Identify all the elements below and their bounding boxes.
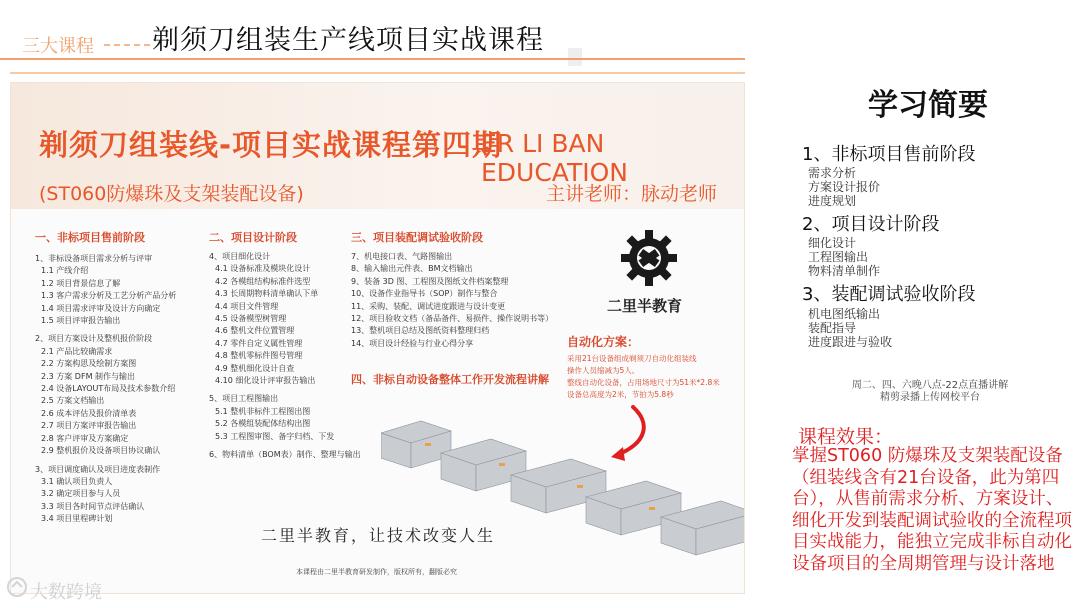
course-outline-item: 14、项目设计经验与行业心得分享 [351,338,474,348]
course-outline-item: 4.2 各模组结构标准件选型 [215,276,311,286]
stage-item: 进度跟进与验收 [808,335,893,349]
automation-line: 整线自动化设备，占用场地尺寸为51米*2.8米 [567,378,720,387]
course-outline-item: 8、输入输出元件表、BM文档输出 [351,264,473,274]
course-outline-item: 3.2 确定项目参与人员 [41,489,121,499]
stage-item: 工程图输出 [808,250,869,264]
course-outline-item: 12、项目验收文档（备品备件、易损件、操作说明书等） [351,314,554,324]
poster-logo-text: 二里半教育 [607,297,683,315]
col3-list [351,251,553,350]
course-outline-item: 5.1 整机非标件工程图出图 [215,406,311,416]
course-outline-item: 9、装备 3D 图、工程图及图纸文件档案整理 [351,276,509,286]
watermark-logo-icon [6,576,28,598]
stage-item: 机电图纸输出 [808,307,881,321]
course-outline-item: 2.7 项目方案评审报告输出 [41,421,137,431]
course-outline-item: 4、项目细化设计 [209,252,271,261]
col4-heading: 四、非标自动设备整体工作开发流程讲解 [351,373,549,386]
course-outline-item: 3、项目调度确认及项目进度表制作 [35,464,161,474]
stage-1-label: 1、非标项目售前阶段 [802,144,976,165]
course-outline-item: 2.3 方案 DFM 制作与输出 [41,371,136,381]
course-outline-item: 11、采购、装配、调试进度跟进与设计变更 [351,301,506,311]
course-outline-item: 5.3 工程图审图、备字归档、下发 [215,431,335,441]
stage-item: 物料清单制作 [808,264,881,278]
stage-2-items [808,236,880,278]
course-outline-item: 4.5 设备模型树管理 [215,314,287,324]
summary-title: 学习简要 [868,88,988,123]
effect-body: 掌握ST060 防爆珠及支架装配设备（组装线含有21台设备，此为第四台），从售前需求分析、方案设计、细化开发到装配调试验收的全流程项目实战能力，能独立完成非标自动化设备项目的全周期管理与设计落地 [792,446,1072,574]
poster-footnote: 本课程由二里半教育研发制作，版权所有，翻版必究 [296,568,457,576]
col2-heading: 二、项目设计阶段 [209,231,297,244]
stage-item: 方案设计报价 [808,180,881,194]
poster-brand: ER LI BAN EDUCATION [481,129,628,187]
course-outline-item: 4.3 长周期物料清单确认下单 [215,289,319,299]
course-outline-item: 3.3 项目各时间节点评估确认 [41,501,145,511]
stage-3-label: 3、装配调试验收阶段 [802,284,976,305]
poster-subtitle: (ST060防爆珠及支架装配设备) [39,183,304,205]
crumb-divider [104,44,150,46]
stage-item: 需求分析 [808,166,857,180]
course-outline-item: 3.4 项目里程碑计划 [41,514,113,524]
course-outline-item: 5、项目工程图输出 [209,394,279,404]
course-outline-item: 2.6 成本评估及报价清单表 [41,408,137,418]
course-outline-item: 2.4 设备LAYOUT布局及技术参数介绍 [41,384,176,394]
stage-2-label: 2、项目设计阶段 [802,214,940,235]
course-outline-item: 4.4 项目文件管理 [215,301,279,311]
section-crumb: 三大课程 [22,36,94,57]
automation-line: 设备总高度为2米，节拍为5.8秒 [567,390,674,399]
schedule-line: 精剪录播上传网校平台 [880,392,980,403]
course-outline-item: 2、项目方案设计及整机报价阶段 [35,334,153,344]
col1-heading: 一、非标项目售前阶段 [35,231,145,244]
col2-list [209,251,361,462]
course-outline-item: 6、物料清单（BOM表）制作、整理与输出 [209,450,361,460]
course-outline-item: 4.1 设备标准及模块化设计 [215,264,311,274]
course-outline-item: 10、设备作业指导书（SOP）制作与整合 [351,289,498,299]
course-outline-item: 4.8 整机零标件图号管理 [215,351,303,361]
decorative-box [568,48,582,66]
course-outline-item: 2.8 客户评审及方案确定 [41,433,129,443]
schedule-line: 周二、四、六晚八点-22点直播讲解 [851,380,1009,391]
col1-list [35,253,176,526]
course-outline-item: 7、机电接口表、气路图输出 [351,252,453,261]
poster-teacher: 主讲老师：脉动老师 [546,183,718,205]
course-outline-item: 2.9 整机报价及设备项目协议确认 [41,446,161,456]
course-outline-item: 1.2 项目背景信息了解 [41,278,121,288]
course-outline-item: 3.1 确认项目负责人 [41,476,113,486]
stage-item: 细化设计 [808,236,857,250]
automation-line: 操作人员缩减为5人。 [567,366,640,375]
watermark: 大数跨境 [30,582,102,603]
header-rule [0,58,745,60]
col3-heading: 三、项目装配调试验收阶段 [351,231,483,244]
page-title: 剃须刀组装生产线项目实战课程 [152,25,544,56]
course-outline-item: 1.5 项目评审报告输出 [41,316,121,326]
course-poster [10,82,745,594]
poster-slogan: 二里半教育，让技术改变人生 [261,526,496,545]
automation-body [567,353,737,401]
course-outline-item: 13、整机项目总结及图纸资料整理归档 [351,326,490,336]
course-outline-item: 4.9 整机细化设计自查 [215,363,295,373]
effect-heading: 课程效果： [798,426,894,448]
course-outline-item: 1.1 产线介绍 [41,266,89,276]
stage-item: 进度规划 [808,194,857,208]
header-rule-secondary [10,72,745,74]
course-outline-item: 1、非标设备项目需求分析与评审 [35,254,153,263]
stage-item: 装配指导 [808,321,857,335]
live-schedule [820,380,1040,404]
automation-heading: 自动化方案： [567,335,640,349]
course-outline-item: 2.1 产品比较确需求 [41,346,113,356]
course-outline-item: 4.7 零件自定义属性管理 [215,338,303,348]
course-outline-item: 1.3 客户需求分析及工艺分析产品分析 [41,291,177,301]
course-outline-item: 4.6 整机文件位置管理 [215,326,295,336]
stage-3-items [808,307,892,349]
course-outline-item: 2.2 方案构思及绘制方案图 [41,359,137,369]
course-outline-item: 4.10 细化设计评审报告输出 [215,376,316,386]
stage-1-items [808,166,880,208]
course-outline-item: 5.2 各模组装配体结构出图 [215,419,311,429]
poster-title: 剃须刀组装线-项目实战课程第四期 [39,128,503,162]
gear-logo-icon [619,228,679,288]
automation-line: 采用21台设备组成剃须刀自动化组装线 [567,354,697,363]
course-outline-item: 1.4 项目需求评审及设计方向确定 [41,303,161,313]
course-outline-item: 2.5 方案文档输出 [41,396,105,406]
